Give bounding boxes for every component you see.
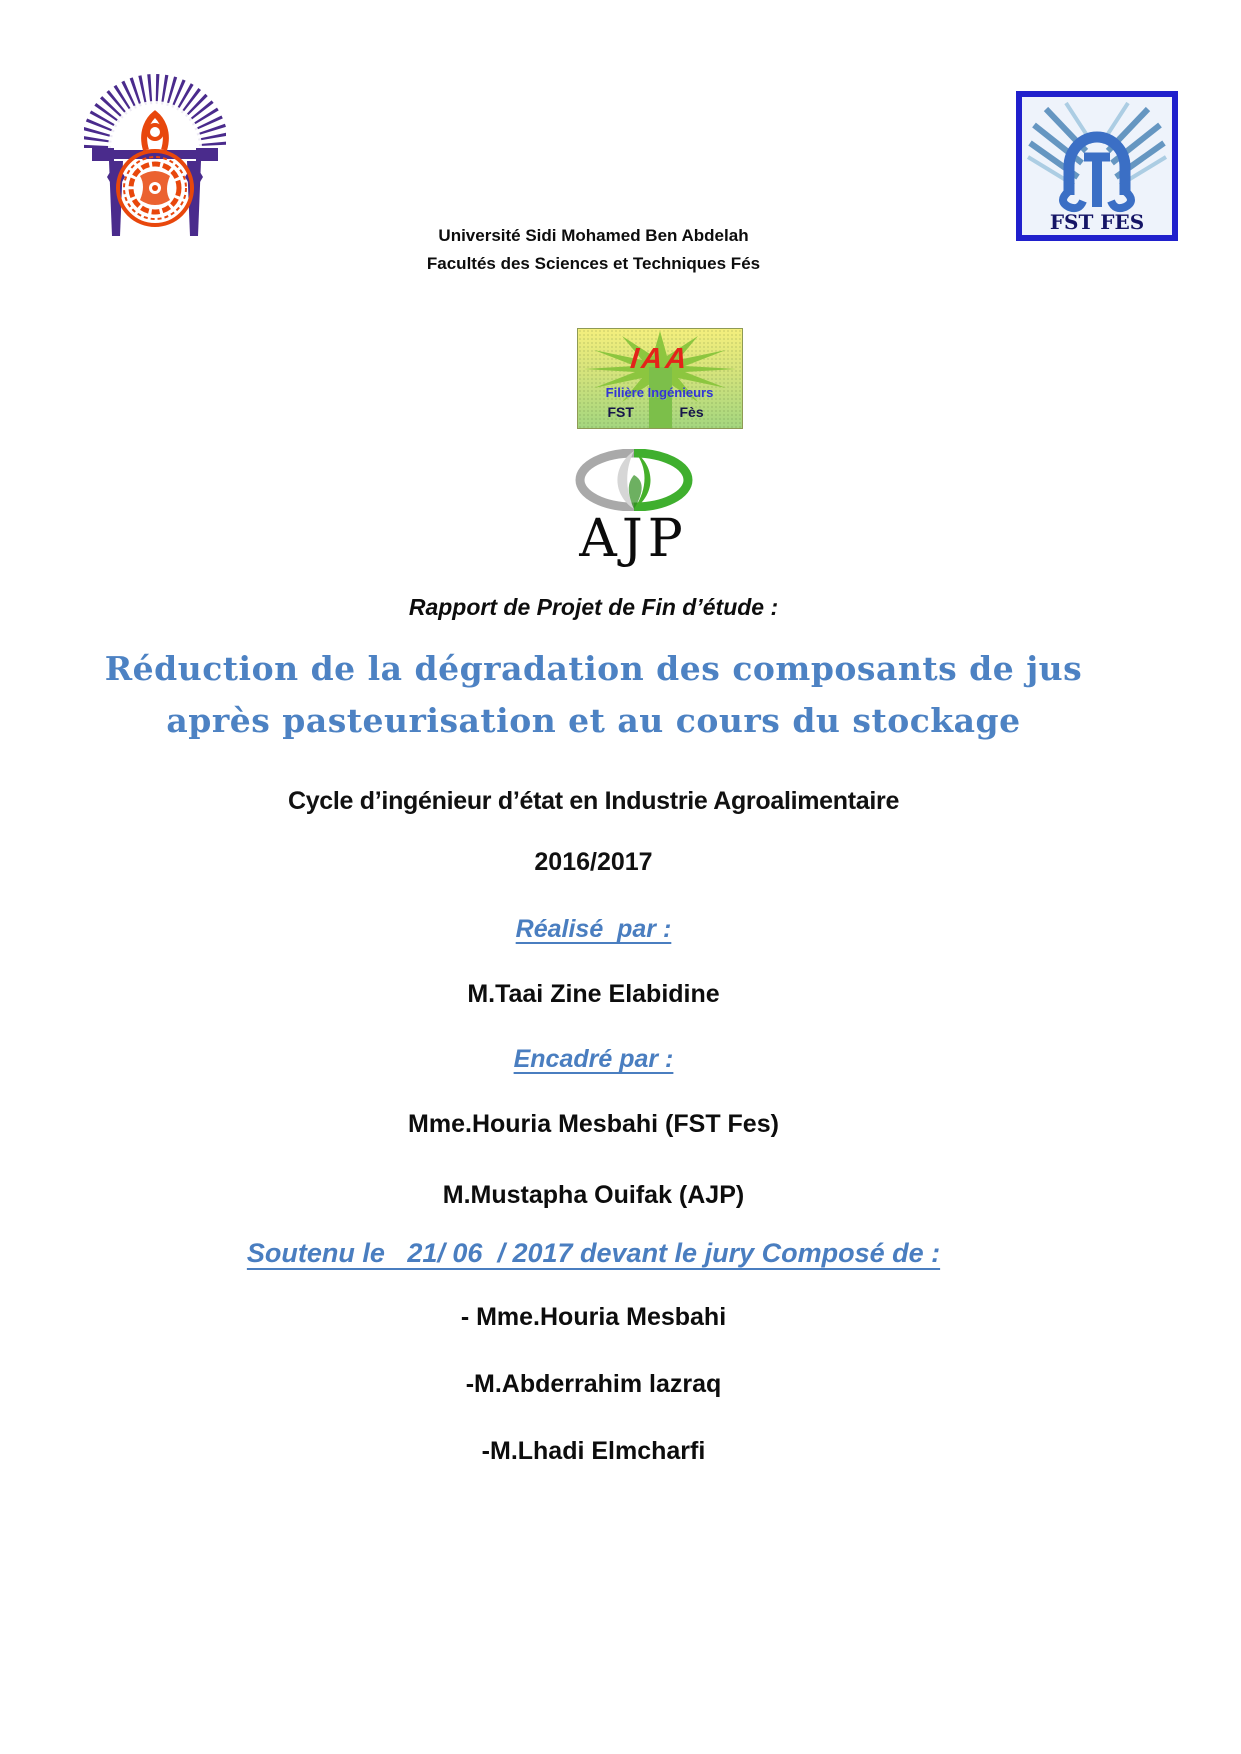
jury-member: -M.Abderrahim lazraq (465, 1370, 722, 1398)
author-name: M.Taai Zine Elabidine (467, 980, 720, 1008)
faculty-name: Facultés des Sciences et Techniques Fés (426, 254, 761, 273)
report-title-line2: après pasteurisation et au cours du stockage (166, 701, 1021, 740)
university-crest-logo (84, 66, 226, 242)
iaa-fst-label: FST (607, 404, 634, 420)
ajp-logo (524, 449, 744, 569)
ajp-label: AJP (579, 509, 688, 569)
iaa-acronym: IAA (628, 343, 691, 375)
supervisor-name: M.Mustapha Ouifak (AJP) (442, 1181, 745, 1209)
supervisor-name: Mme.Houria Mesbahi (FST Fes) (408, 1110, 779, 1138)
university-name: Université Sidi Mohamed Ben Abdelah (438, 226, 749, 245)
jury-member: -M.Lhadi Elmcharfi (481, 1437, 706, 1465)
iaa-logo (577, 328, 743, 429)
report-title (0, 643, 1187, 747)
ajp-leaf-icon (575, 449, 693, 511)
university-crest-icon (84, 66, 226, 242)
fst-fes-label: FST FES (1049, 210, 1145, 234)
report-title-line1: Réduction de la dégradation des composants de jus (104, 649, 1083, 688)
program-name: Cycle d’ingénieur d’état en Industrie Agroalimentaire (287, 787, 900, 815)
realise-par-heading: Réalisé par : (515, 915, 672, 943)
fst-fes-logo (1016, 91, 1178, 241)
academic-year: 2016/2017 (534, 848, 653, 876)
report-type: Rapport de Projet de Fin d’étude : (408, 594, 779, 620)
iaa-fes-label: Fès (679, 404, 704, 420)
encadre-par-heading: Encadré par : (513, 1045, 674, 1073)
fst-fes-icon (1016, 91, 1178, 241)
defense-heading: Soutenu le 21/ 06 / 2017 devant le jury Composé de : (246, 1238, 941, 1268)
jury-member: - Mme.Houria Mesbahi (460, 1303, 727, 1331)
iaa-filiere-label: Filière Ingénieurs (605, 385, 714, 400)
